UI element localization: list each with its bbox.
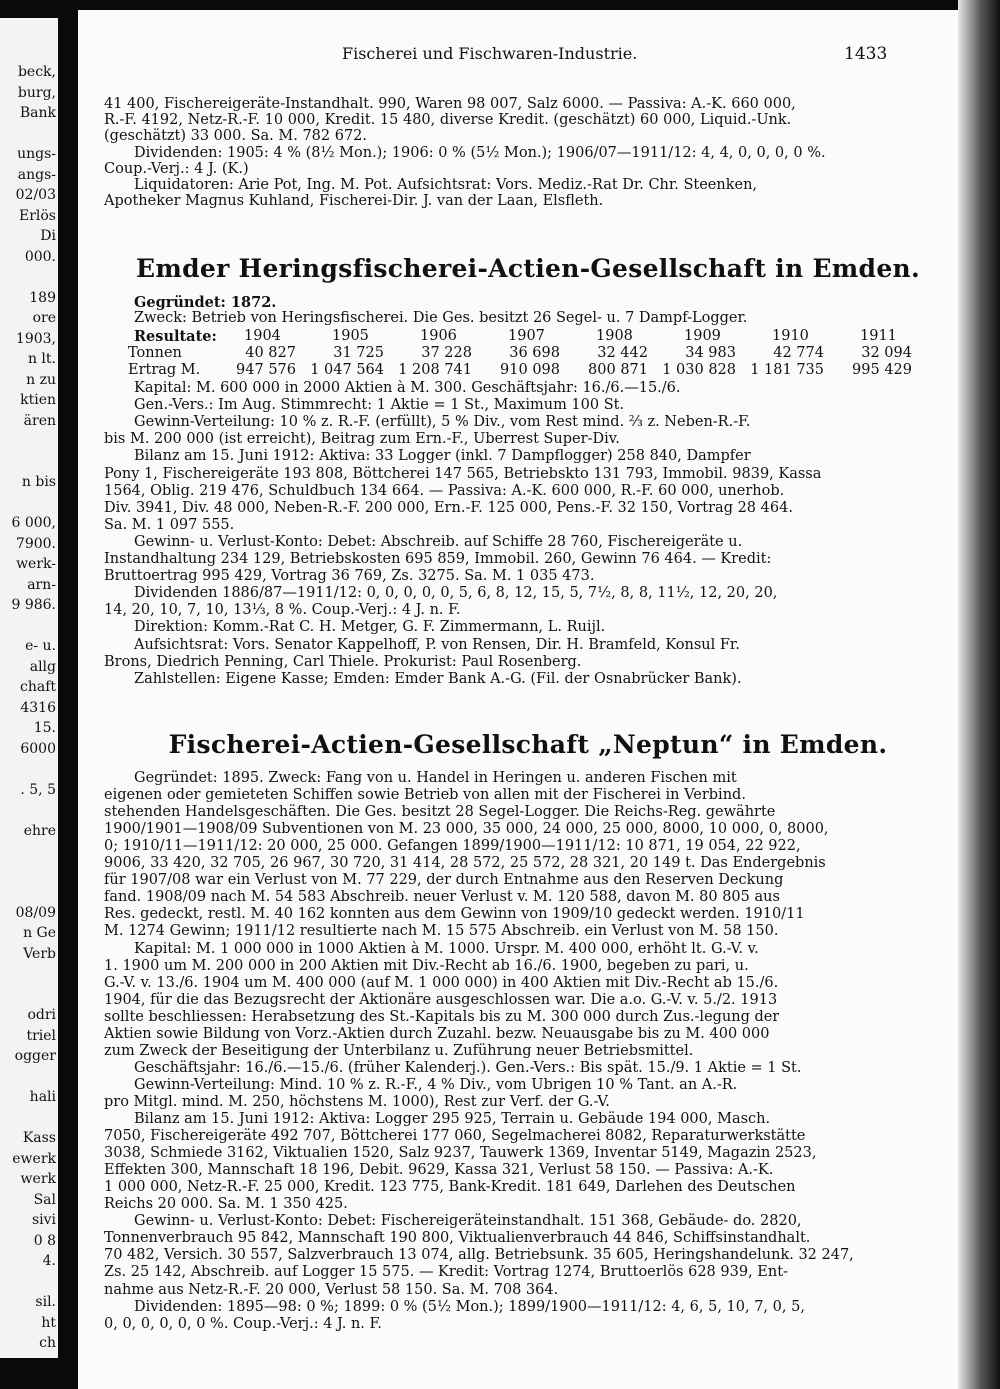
text-line: Tonnenverbrauch 95 842, Mannschaft 190 800, Viktualienverbrauch 44 846, Schiffsinstandhalt. — [104, 1230, 811, 1247]
text-line: Dividenden: 1895—98: 0 %; 1899: 0 % (5½ Mon.); 1899/1900—1911/12: 4, 6, 5, 10, 7, 0, 5, — [134, 1298, 805, 1315]
fragment-line: 08/09 — [15, 904, 56, 921]
text-line: Bilanz am 15. Juni 1912: Aktiva: 33 Logger (inkl. 7 Dampflogger) 258 840, Dampfer — [134, 448, 751, 465]
text-line: Brons, Diedrich Penning, Carl Thiele. Prokurist: Paul Rosenberg. — [104, 653, 582, 670]
text-line: Gewinn- u. Verlust-Konto: Debet: Fischereigeräteinstandhalt. 151 368, Gebäude- do. 2820, — [134, 1213, 802, 1230]
fragment-line: chaft — [19, 679, 56, 695]
fragment-line: burg, — [17, 84, 56, 101]
table-label: Resultate: — [134, 328, 217, 345]
fragment-line: hali — [29, 1089, 56, 1105]
text-line: 3038, Schmiede 3162, Viktualien 1520, Salz 9237, Tauwerk 1369, Inventar 5149, Magazin 2523, — [104, 1145, 817, 1162]
text-line: Bruttoertrag 995 429, Vortrag 36 769, Zs. 3275. Sa. M. 1 035 473. — [104, 568, 595, 585]
fragment-line: n Ge — [23, 925, 56, 941]
fragment-line: triel — [26, 1027, 56, 1044]
text-line: pro Mitgl. mind. M. 250, höchstens M. 1000), Rest zur Verf. der G.-V. — [104, 1093, 610, 1110]
fragment-line: n lt. — [27, 351, 56, 367]
table-cell: 32 094 — [861, 345, 912, 361]
table-cell: 1 047 564 — [310, 362, 384, 378]
text-line: Liquidatoren: Arie Pot, Ing. M. Pot. Aufsichtsrat: Vors. Mediz.-Rat Dr. Chr. Steenken, — [134, 177, 758, 193]
text-line: nahme aus Netz-R.-F. 20 000, Verlust 58 150. Sa. M. 708 364. — [104, 1281, 559, 1298]
text-line: fand. 1908/09 nach M. 54 583 Abschreib. neuer Verlust v. M. 120 588, davon M. 80 805 aus — [104, 889, 780, 906]
table-row-label: Tonnen — [128, 345, 182, 361]
fragment-line: angs- — [17, 166, 56, 183]
text-line: 9006, 33 420, 32 705, 26 967, 30 720, 31 414, 28 572, 25 572, 28 321, 20 149 t. Das Endergebnis — [104, 855, 826, 872]
text-line: R.-F. 4192, Netz-R.-F. 10 000, Kredit. 15 480, diverse Kredit. (geschätzt) 60 000, Liquid.-Unk. — [104, 112, 792, 129]
fragment-line: ewerk — [12, 1150, 56, 1167]
section-title-emder: Emder Heringsfischerei-Actien-Gesellschaft in Emden. — [135, 254, 921, 283]
fragment-line: 15. — [33, 720, 56, 736]
text-line: 1. 1900 um M. 200 000 in 200 Aktien mit Div.-Recht ab 16./6. 1900, begeben zu pari, u. — [104, 957, 749, 974]
fragment-line: arn- — [27, 576, 56, 593]
fragment-line: 000. — [24, 248, 56, 265]
table-cell: 42 774 — [773, 345, 824, 361]
running-header: Fischerei und Fischwaren-Industrie. — [342, 44, 638, 63]
page — [78, 10, 978, 1389]
section-title-neptun: Fischerei-Actien-Gesellschaft „Neptun“ in Emden. — [168, 730, 888, 759]
text-line: Zahlstellen: Eigene Kasse; Emden: Emder Bank A.-G. (Fil. der Osnabrücker Bank). — [134, 670, 742, 687]
text-line: sollte beschliessen: Herabsetzung des St.-Kapitals bis zu M. 300 000 durch Zus.-legung der — [104, 1008, 780, 1025]
fragment-line: 1903, — [15, 330, 56, 347]
fragment-line: Sal — [33, 1191, 56, 1208]
text-line: 0; 1910/11—1911/12: 20 000, 25 000. Gefangen 1899/1900—1911/12: 10 871, 19 054, 22 922, — [104, 838, 801, 855]
text-line: Bilanz am 15. Juni 1912: Aktiva: Logger 295 925, Terrain u. Gebäude 194 000, Masch. — [134, 1111, 771, 1127]
fragment-line: ht — [41, 1314, 56, 1331]
table-cell: 1 181 735 — [750, 362, 824, 378]
fragment-line: 189 — [29, 289, 56, 306]
fragment-line: ch — [39, 1335, 56, 1351]
text-line: Reichs 20 000. Sa. M. 1 350 425. — [104, 1196, 348, 1213]
table-cell: 34 983 — [685, 345, 736, 361]
fragment-line: ungs- — [17, 146, 56, 162]
text-line: Coup.-Verj.: 4 J. (K.) — [104, 160, 249, 177]
text-line: Dividenden 1886/87—1911/12: 0, 0, 0, 0, 0, 5, 6, 8, 12, 15, 5, 7½, 8, 8, 11½, 12, 20, 20, — [134, 585, 778, 602]
fragment-line: Verb — [23, 945, 56, 962]
fragment-line: Bank — [19, 105, 56, 121]
fragment-line: werk — [20, 1171, 56, 1187]
fragment-line: ogger — [14, 1048, 56, 1064]
table-cell: 32 442 — [597, 345, 648, 361]
fragment-line: 4. — [42, 1253, 56, 1269]
fragment-line: 7900. — [15, 535, 56, 552]
text-line: Res. gedeckt, restl. M. 40 162 konnten aus dem Gewinn von 1909/10 gedeckt werden. 1910/11 — [104, 906, 805, 923]
text-line: 7050, Fischereigeräte 492 707, Böttcherei 177 060, Segelmacherei 8082, Reparaturwerkstätte — [104, 1128, 806, 1145]
page-edge-shadow — [958, 0, 1000, 1389]
text-line: Gewinn-Verteilung: Mind. 10 % z. R.-F., 4 % Div., vom Übrigen 10 % Tant. an A.-R. — [134, 1076, 738, 1093]
text-line: Sa. M. 1 097 555. — [104, 516, 235, 533]
text-line: Dividenden: 1905: 4 % (8½ Mon.); 1906: 0 % (5½ Mon.); 1906/07—1911/12: 4, 4, 0, 0, 0, 0 %. — [134, 144, 826, 161]
table-row-label: Ertrag M. — [128, 362, 201, 378]
table-cell: 1 208 741 — [398, 362, 472, 378]
text-line: eigenen oder gemieteten Schiffen sowie Betrieb von allen mit der Fischerei in Verbind. — [104, 787, 746, 804]
table-year: 1908 — [596, 328, 633, 344]
text-line: Effekten 300, Mannschaft 18 196, Debit. 9629, Kassa 321, Verlust 58 150. — Passiva: A.-K. — [104, 1162, 774, 1179]
table-year: 1910 — [772, 328, 809, 344]
text-line: 1 000 000, Netz-R.-F. 25 000, Kredit. 123 775, Bank-Kredit. 181 649, Darlehen des Deutschen — [104, 1179, 796, 1196]
gutter — [58, 0, 78, 1389]
fragment-line: ehre — [23, 822, 56, 839]
fragment-line: 02/03 — [15, 187, 56, 203]
fragment-line: 4316 — [20, 699, 56, 716]
fragment-line: Kass — [22, 1130, 56, 1146]
table-year: 1911 — [860, 328, 897, 344]
fragment-line: 6 000, — [11, 515, 56, 531]
table-year: 1904 — [244, 328, 281, 344]
table-cell: 947 576 — [236, 362, 296, 378]
text-line: Aktien sowie Bildung von Vorz.-Aktien durch Zuzahl. bezw. Neuausgabe bis zu M. 400 000 — [104, 1025, 770, 1042]
text-line: Aufsichtsrat: Vors. Senator Kappelhoff, P. von Rensen, Dir. H. Bramfeld, Konsul Fr. — [134, 636, 740, 653]
table-year: 1907 — [508, 328, 545, 344]
text-line: Gegründet: 1895. Zweck: Fang von u. Handel in Heringen u. anderen Fischen mit — [134, 770, 737, 786]
fragment-line: sivi — [31, 1212, 56, 1228]
table-cell: 37 228 — [421, 345, 472, 361]
page-number: 1433 — [844, 44, 888, 64]
text-line: Kapital: M. 600 000 in 2000 Aktien à M. 300. Geschäftsjahr: 16./6.—15./6. — [134, 380, 681, 396]
text-line: Instandhaltung 234 129, Betriebskosten 695 859, Immobil. 260, Gewinn 76 464. — Kredit: — [104, 551, 772, 567]
fragment-line: 9 986. — [11, 597, 56, 613]
text-line: G.-V. v. 13./6. 1904 um M. 400 000 (auf M. 1 000 000) in 400 Aktien mit Div.-Recht ab 15./6. — [104, 974, 779, 991]
text-line: 1904, für die das Bezugsrecht der Aktionäre ausgeschlossen war. Die a.o. G.-V. v. 5./2. 1913 — [104, 991, 778, 1008]
text-line: 1900/1901—1908/09 Subventionen von M. 23 000, 35 000, 24 000, 25 000, 8000, 10 000, 0, 8000, — [104, 821, 829, 838]
purpose-line: Zweck: Betrieb von Heringsfischerei. Die Ges. besitzt 26 Segel- u. 7 Dampf-Logger. — [134, 310, 748, 326]
text-line: Pony 1, Fischereigeräte 193 808, Böttcherei 147 565, Betriebskto 131 793, Immobil. 9839, Kassa — [104, 465, 822, 482]
text-line: Gewinn- u. Verlust-Konto: Debet: Abschreib. auf Schiffe 28 760, Fischereigeräte u. — [134, 533, 743, 550]
text-line: stehenden Handelsgeschäften. Die Ges. besitzt 28 Segel-Logger. Die Reichs-Reg. gewährte — [104, 804, 776, 821]
text-line: Gewinn-Verteilung: 10 % z. R.-F. (erfüllt), 5 % Div., vom Rest mind. ⅔ z. Neben-R.-F. — [134, 414, 751, 431]
table-cell: 40 827 — [245, 345, 296, 361]
text-line: Div. 3941, Div. 48 000, Neben-R.-F. 200 000, Ern.-F. 125 000, Pens.-F. 32 150, Vortrag 28 464. — [104, 499, 793, 516]
text-line: 0, 0, 0, 0, 0, 0 %. Coup.-Verj.: 4 J. n. F. — [104, 1315, 382, 1332]
fragment-line: n bis — [21, 474, 56, 490]
text-line: Direktion: Komm.-Rat C. H. Metger, G. F. Zimmermann, L. Ruijl. — [134, 619, 606, 636]
table-cell: 1 030 828 — [662, 362, 736, 378]
text-line: Geschäftsjahr: 16./6.—15./6. (früher Kalenderj.). Gen.-Vers.: Bis spät. 15./9. 1 Aktie = 1 St. — [134, 1059, 802, 1076]
table-cell: 910 098 — [500, 362, 560, 378]
text-line: 1564, Oblig. 219 476, Schuldbuch 134 664. — Passiva: A.-K. 600 000, R.-F. 60 000, unerhob. — [104, 482, 785, 499]
table-year: 1909 — [684, 328, 721, 344]
text-line: Gen.-Vers.: Im Aug. Stimmrecht: 1 Aktie = 1 St., Maximum 100 St. — [134, 397, 625, 414]
table-cell: 800 871 — [588, 362, 648, 378]
text-line: 41 400, Fischereigeräte-Instandhalt. 990, Waren 98 007, Salz 6000. — Passiva: A.-K. 660 000, — [104, 96, 796, 112]
text-line: Kapital: M. 1 000 000 in 1000 Aktien à M. 1000. Urspr. M. 400 000, erhöht lt. G.-V. v. — [134, 940, 759, 957]
founded-line: Gegründet: 1872. — [134, 294, 277, 311]
fragment-line: n zu — [26, 371, 56, 388]
fragment-line: odri — [27, 1007, 56, 1023]
previous-page-fragment — [0, 18, 58, 1358]
fragment-line: e- u. — [25, 638, 56, 654]
table-year: 1905 — [332, 328, 369, 344]
text-line: (geschätzt) 33 000. Sa. M. 782 672. — [104, 128, 368, 145]
text-line: 70 482, Versich. 30 557, Salzverbrauch 13 074, allg. Betriebsunk. 35 605, Heringshandelunk. 32 247, — [104, 1247, 854, 1264]
fragment-line: 6000 — [20, 740, 56, 757]
fragment-line: . 5, 5 — [20, 781, 56, 798]
fragment-line: allg — [29, 658, 56, 675]
table-cell: 995 429 — [852, 362, 912, 378]
text-line: M. 1274 Gewinn; 1911/12 resultierte nach M. 15 575 Abschreib. ein Verlust von M. 58 150. — [104, 923, 779, 940]
text-line: 14, 20, 10, 7, 10, 13⅓, 8 %. Coup.-Verj.: 4 J. n. F. — [104, 602, 461, 619]
fragment-line: ore — [32, 310, 56, 326]
fragment-line: ären — [23, 412, 56, 429]
text-line: zum Zweck der Beseitigung der Unterbilanz u. Zuführung neuer Betriebsmittel. — [104, 1042, 694, 1059]
table-cell: 36 698 — [509, 345, 560, 361]
fragment-line: ktien — [20, 392, 56, 408]
text-line: bis M. 200 000 (ist erreicht), Beitrag zum Ern.-F., Überrest Super-Div. — [104, 431, 620, 448]
text-line: Apotheker Magnus Kuhland, Fischerei-Dir. J. van der Laan, Elsfleth. — [104, 193, 604, 210]
fragment-line: Erlös — [18, 207, 56, 224]
fragment-line: beck, — [17, 64, 56, 80]
text-line: Zs. 25 142, Abschreib. auf Logger 15 575. — Kredit: Vortrag 1274, Bruttoerlös 628 939, Ent- — [104, 1264, 788, 1281]
table-year: 1906 — [420, 328, 457, 344]
table-cell: 31 725 — [333, 345, 384, 361]
fragment-line: 0 8 — [33, 1232, 56, 1249]
fragment-line: Di — [40, 228, 56, 244]
fragment-line: sil. — [35, 1294, 56, 1310]
fragment-line: werk- — [16, 556, 56, 572]
text-line: für 1907/08 war ein Verlust von M. 77 229, der durch Entnahme aus den Reserven Deckung — [104, 872, 784, 889]
